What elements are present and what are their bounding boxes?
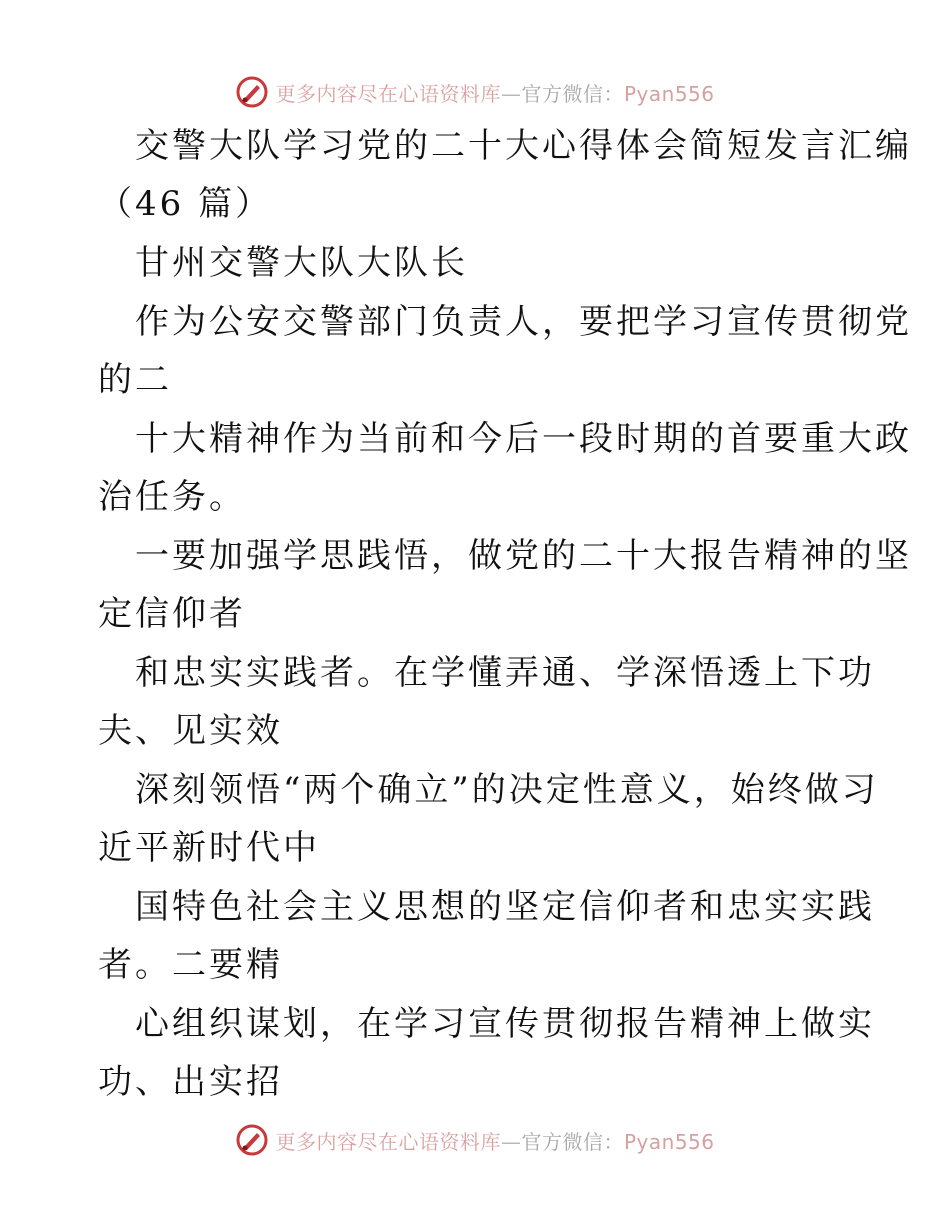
watermark-official-label: 官方微信： [521, 81, 624, 106]
doc-paragraph-line: 定信仰者 [98, 594, 246, 634]
doc-paragraph-line: 国特色社会主义思想的坚定信仰者和忠实实践 [135, 887, 875, 927]
watermark-main: 更多内容尽在心语资料库 [275, 81, 501, 106]
doc-paragraph-line: 近平新时代中 [98, 828, 320, 868]
doc-paragraph-line: 功、出实招 [98, 1062, 283, 1102]
watermark-footer [0, 1120, 950, 1160]
doc-paragraph-line: 夫、见实效 [98, 711, 283, 751]
doc-paragraph-line: 一要加强学思践悟，做党的二十大报告精神的坚 [135, 536, 912, 576]
watermark-header [0, 72, 950, 112]
doc-paragraph-line: 的二 [98, 360, 172, 400]
doc-paragraph-line: 十大精神作为当前和今后一段时期的首要重大政 [135, 419, 912, 459]
doc-paragraph-line: 和忠实实践者。在学懂弄通、学深悟透上下功 [135, 653, 875, 693]
watermark-wechat-id: Pyan556 [623, 81, 715, 106]
brush-logo-icon [235, 75, 269, 109]
watermark-text [275, 1126, 714, 1155]
doc-paragraph-line: 心组织谋划，在学习宣传贯彻报告精神上做实 [135, 1004, 875, 1044]
watermark-text [275, 78, 714, 107]
watermark-wechat-id: Pyan556 [623, 1129, 715, 1154]
watermark-separator: — [500, 1129, 522, 1154]
watermark-separator: — [500, 81, 522, 106]
watermark-main: 更多内容尽在心语资料库 [275, 1129, 501, 1154]
doc-title: 交警大队学习党的二十大心得体会简短发言汇编 [135, 126, 912, 166]
doc-paragraph-line: 深刻领悟“两个确立”的决定性意义，始终做习 [135, 770, 879, 810]
doc-title-count: （46 篇） [98, 184, 273, 224]
doc-paragraph-line: 作为公安交警部门负责人，要把学习宣传贯彻党 [135, 302, 912, 342]
doc-author: 甘州交警大队大队长 [135, 243, 468, 283]
doc-paragraph-line: 者。二要精 [98, 945, 283, 985]
doc-paragraph-line: 治任务。 [98, 477, 246, 517]
watermark-official-label: 官方微信： [521, 1129, 624, 1154]
brush-logo-icon [235, 1123, 269, 1157]
